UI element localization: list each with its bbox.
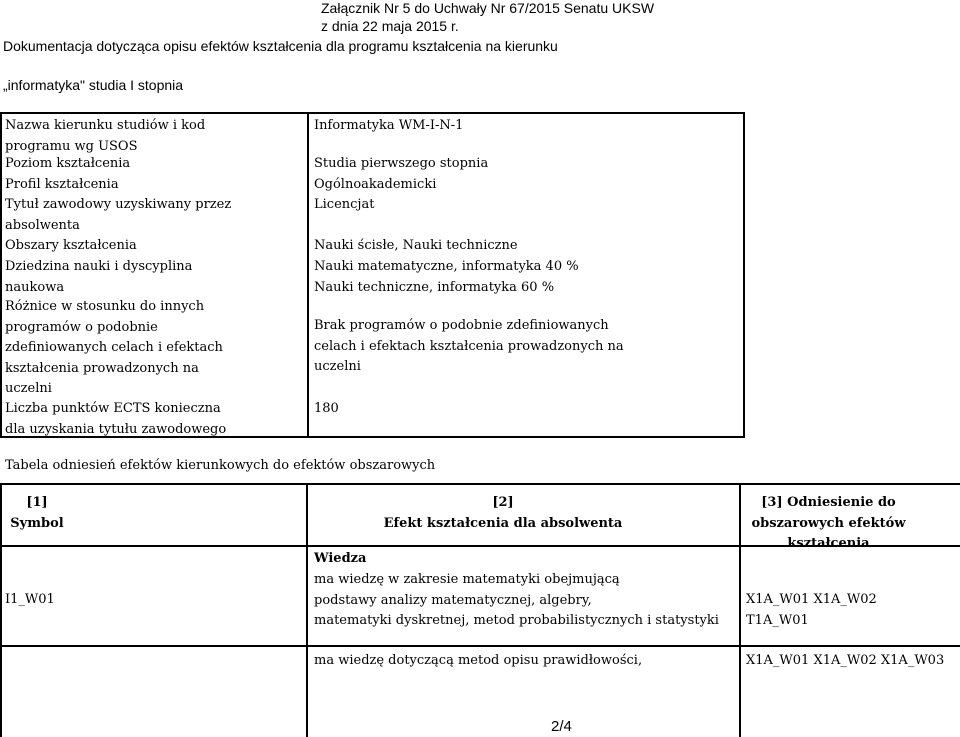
row-2-reference: X1A_W01 X1A_W02 X1A_W03: [746, 653, 945, 668]
info-value-differences: Brak programów o podobnie zdefiniowanych celach i efektach kształcenia prowadzonych na uczelni: [314, 318, 624, 374]
info-value-ects: 180: [314, 401, 339, 416]
doc-title-line-2: „informatyka" studia I stopnia: [3, 77, 184, 93]
info-table-divider: [307, 112, 309, 438]
info-label-differences: Różnice w stosunku do innych programów o podobnie zdefiniowanych celach i efektach kształcenia prowadzonych na uczelni: [5, 299, 223, 396]
info-value-discipline: Nauki matematyczne, informatyka 40 % Nauki techniczne, informatyka 60 %: [314, 259, 579, 295]
effects-table-caption: Tabela odniesień efektów kierunkowych do efektów obszarowych: [5, 458, 436, 473]
info-label-discipline: Dziedzina nauki i dyscyplina naukowa: [5, 259, 193, 295]
page-number: 2/4: [548, 718, 575, 735]
section-label-knowledge: Wiedza: [314, 551, 367, 566]
row-1-symbol: I1_W01: [5, 592, 55, 607]
info-label-title: Tytuł zawodowy uzyskiwany przez absolwenta: [5, 197, 232, 233]
info-value-level: Studia pierwszego stopnia: [314, 156, 489, 171]
col-header-reference: [3] Odniesienie do obszarowych efektów kształcenia: [751, 495, 906, 551]
info-label-profile: Profil kształcenia: [5, 177, 119, 192]
info-table-left-border: [0, 112, 2, 438]
info-label-level: Poziom kształcenia: [5, 156, 131, 171]
row-2-effect: ma wiedzę dotyczącą metod opisu prawidłowości,: [314, 653, 643, 668]
annex-line-1: Załącznik Nr 5 do Uchwały Nr 67/2015 Senatu UKSW: [321, 0, 655, 16]
info-label-field-name: Nazwa kierunku studiów i kod programu wg USOS: [5, 118, 206, 154]
info-table-top-border: [0, 112, 745, 114]
col-header-effect: [2] Efekt kształcenia dla absolwenta: [383, 495, 623, 531]
annex-line-2: z dnia 22 maja 2015 r.: [321, 18, 459, 34]
info-value-title: Licencjat: [314, 197, 375, 212]
row-1-effect: ma wiedzę w zakresie matematyki obejmującą podstawy analizy matematycznej, algebry, matematyki dyskretnej, metod probabilistycznych i statystyki: [314, 572, 719, 628]
info-value-field-name: Informatyka WM-I-N-1: [314, 118, 464, 133]
info-table-right-border: [743, 112, 745, 438]
effects-table-top-border: [0, 483, 960, 485]
info-value-areas: Nauki ścisłe, Nauki techniczne: [314, 238, 518, 253]
info-value-profile: Ogólnoakademicki: [314, 177, 437, 192]
info-label-ects: Liczba punktów ECTS konieczna dla uzyskania tytułu zawodowego: [5, 401, 227, 437]
doc-title-line-1: Dokumentacja dotycząca opisu efektów kształcenia dla programu kształcenia na kierunku: [3, 38, 558, 54]
info-label-areas: Obszary kształcenia: [5, 238, 137, 253]
col-header-symbol: [1] Symbol: [10, 495, 64, 531]
effects-row-separator: [0, 645, 960, 647]
row-1-reference: X1A_W01 X1A_W02 T1A_W01: [746, 592, 877, 628]
